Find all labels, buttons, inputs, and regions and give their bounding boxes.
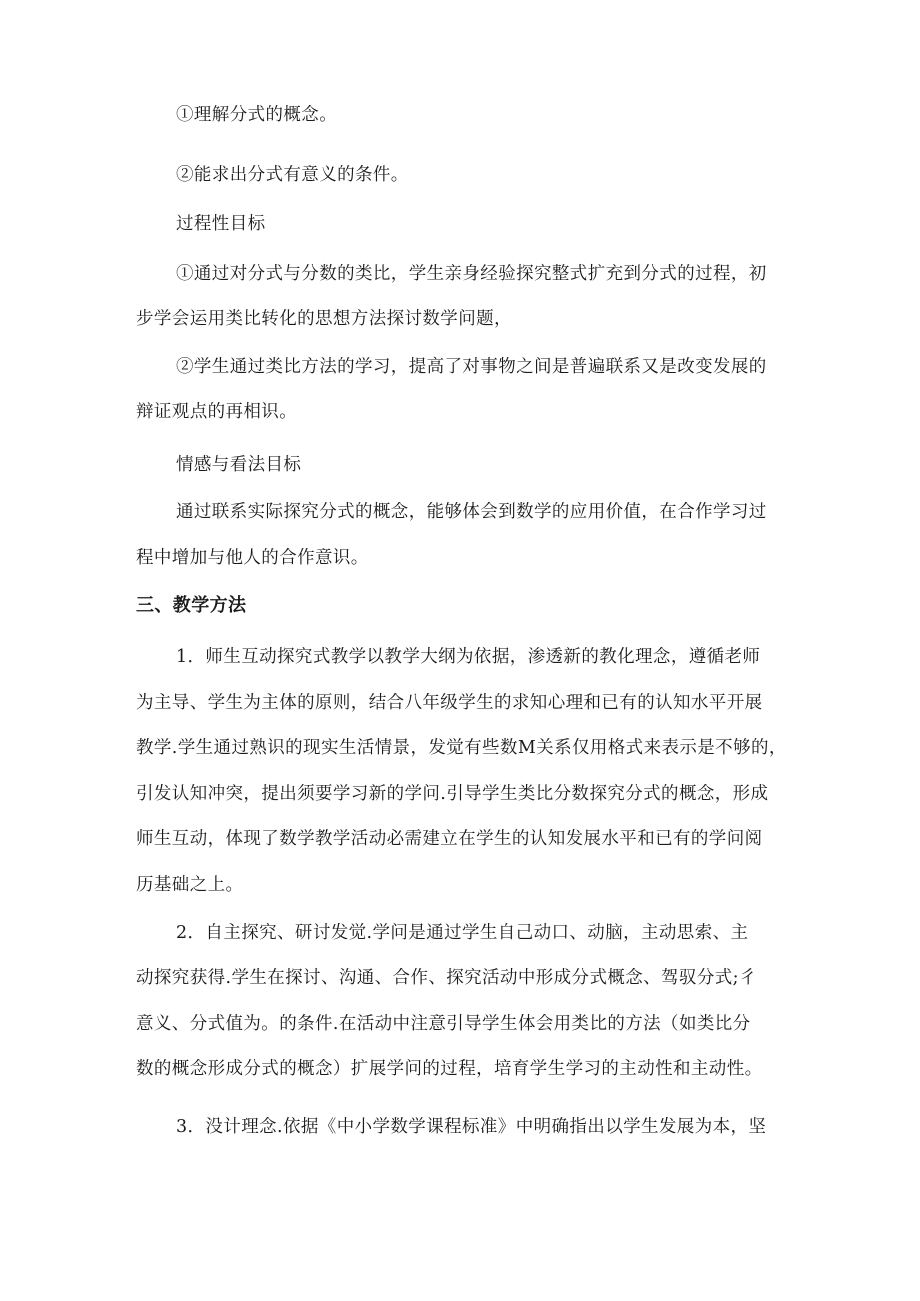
text-line: ②学生通过类比方法的学习，提高了对事物之间是普遍联系又是改变发展的 <box>176 357 767 377</box>
text-line: ①通过对分式与分数的类比，学生亲身经验探究整式扩充到分式的过程，初 <box>176 264 767 284</box>
section-heading: 三、教学方法 <box>136 595 247 616</box>
text-line: 意义、分式值为。的条件.在活动中注意引导学生体会用类比的方法（如类比分 <box>136 1014 751 1034</box>
text-line: 步学会运用类比转化的思想方法探讨数学问题， <box>136 309 512 329</box>
text-line: 程中增加与他人的合作意识。 <box>136 548 369 568</box>
text-line: 辩证观点的再相识。 <box>136 402 298 422</box>
text-line: 师生互动，体现了数学教学活动必需建立在学生的认知发展水平和已有的学问阅 <box>136 829 763 849</box>
text-line: 2．自主探究、研讨发觉.学问是通过学生自己动口、动脑，主动思索、主 <box>176 923 749 943</box>
text-line: 为主导、学生为主体的原则，结合八年级学生的求知心理和已有的认知水平开展 <box>136 693 763 713</box>
text-line: ②能求出分式有意义的条件。 <box>176 165 409 185</box>
text-line: 1．师生互动探究式教学以教学大纲为依据，渗透新的教化理念，遵循老师 <box>176 647 761 667</box>
text-line: 情感与看法目标 <box>176 455 302 475</box>
text-line: 数的概念形成分式的概念）扩展学问的过程，培育学生学习的主动性和主动性。 <box>136 1059 763 1079</box>
text-line: 过程性目标 <box>176 214 266 234</box>
text-line: 历基础之上。 <box>136 875 244 895</box>
text-line: 动探究获得.学生在探讨、沟通、合作、探究活动中形成分式概念、驾驭分式;彳 <box>136 968 757 988</box>
text-line: 通过联系实际探究分式的概念，能够体会到数学的应用价值，在合作学习过 <box>176 502 767 522</box>
text-line: ①理解分式的概念。 <box>176 105 338 125</box>
text-line: 教学.学生通过熟识的现实生活情景，发觉有些数M关系仅用格式来表示是不够的， <box>136 738 787 758</box>
text-line: 3．没计理念.依据《中小学数学课程标准》中明确指出以学生发展为本，坚 <box>176 1117 767 1137</box>
text-line: 引发认知冲突，提出须要学习新的学问.引导学生类比分数探究分式的概念，形成 <box>136 784 769 804</box>
